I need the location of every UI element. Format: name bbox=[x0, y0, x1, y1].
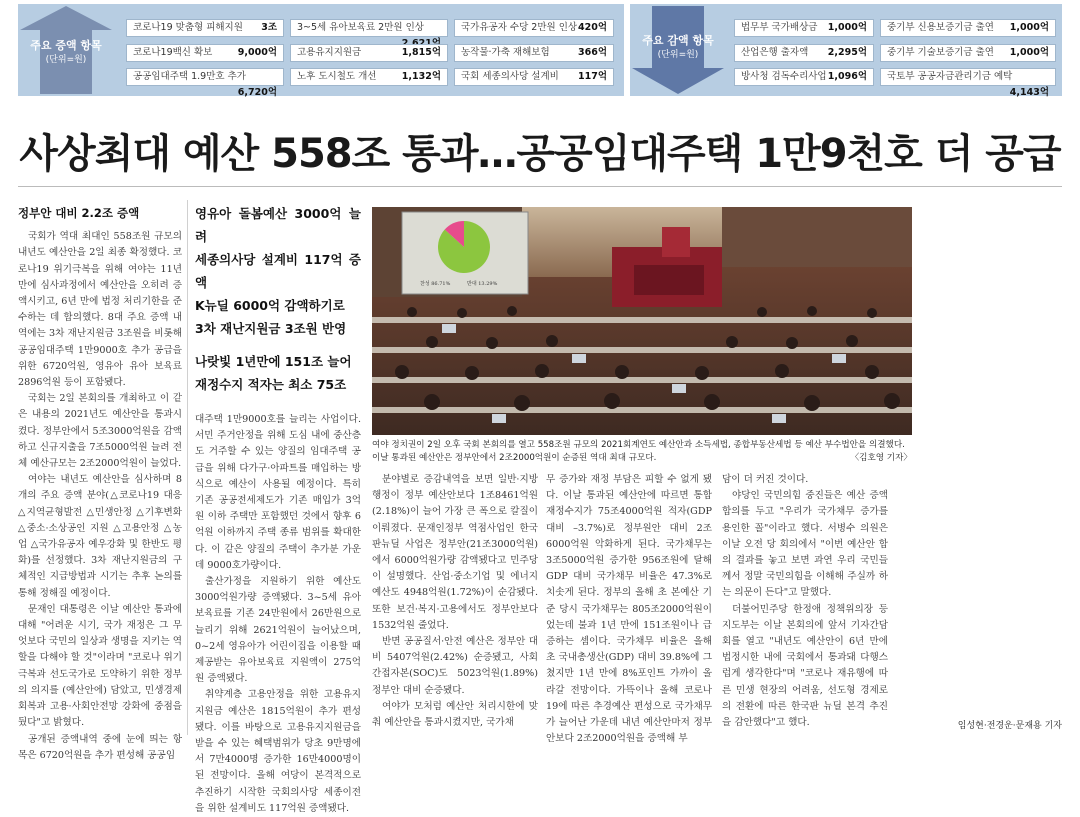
paragraph: 더불어민주당 한정애 정책위의장 등 지도부는 이날 본회의에 앞서 기자간담회를 열고 "내년도 예산안이 6년 만에 법정시한 내에 국회에서 통과돼 다행스럽게 생각한다"며 "코로나 재유행에 따른 민생 현장의 어려움, 선도형 경제로의 전환에 따른 한국판 뉴딜 본격 추진을 감안했다"고 했다. bbox=[722, 603, 888, 729]
article-column-3 bbox=[372, 472, 538, 731]
vote-pie bbox=[438, 221, 490, 273]
article-column-2 bbox=[195, 202, 361, 817]
paragraph: 여야는 내년도 예산안을 심사하며 8개의 주요 증액 분야(△코로나19 대응 △지역균형발전 △민생안정 △기후변화 △중소·소상공인 지원 △고용안정 △농업 △국가유공자 예우강화 및 한반도 평화)를 선정했다. 3차 재난지원금의 구체적인 지급방법과 시기는 추후 논의를 통해 정해질 예정이다. bbox=[18, 474, 182, 599]
increase-item: 코로나19백신 확보 9,000억 bbox=[126, 44, 284, 62]
paragraph: 취약계층 고용안정을 위한 고용유지 지원금 예산은 1815억원이 추가 편성됐다. 이를 바탕으로 고용유지지원금을 받을 수 있는 혜택범위가 당초 9만명에서 7만4000명 증가한 16만4000명이 된 전망이다. 올해 여당이 본격적으로 추진하기 시작한 국회의사당 세종이전을 위한 설계비도 117억원 증액됐다. bbox=[195, 689, 361, 814]
paragraph: 국회가 역대 최대인 558조원 규모의 내년도 예산안을 2일 최종 확정했다. 코로나19 위기극복을 위해 여야는 11년 만에 심사과정에서 예산안을 오히려 증액시키고, 6년 만에 법정 처리기한을 준수하는 데 합의했다. 8대 주요 증액 내역에는 3차 재난지원금 3조원을 비롯해 공공임대주택 1만9000호 추가 공급을 위한 6720억원, 영유아 유아 보육료 2896억원 등이 포함됐다. bbox=[18, 231, 182, 389]
paragraph: 야당인 국민의힘 중진들은 예산 증액 합의를 두고 "우리가 국가채무 증가를 용인한 꼴"이라고 했다. 서병수 의원은 이날 오전 당 회의에서 "이번 예산안 합의 결과를 놓고 보면 과연 우리 국민들께서 정말 국민의힘을 이해해 주실까 하는 의문이 든다"고 말했다. bbox=[722, 490, 888, 599]
paragraph: 출산가정을 지원하기 위한 예산도 3000억원가량 증액됐다. 3~5세 유아 보육료를 기존 24만원에서 26만원으로 늘리기 위해 2621억원이 늘어났으며, 0~2세 영유아가 어린이집을 이용할 때 제공받는 유아보육료 지원액이 275억원 증액됐다. bbox=[195, 576, 361, 685]
photo-caption bbox=[372, 439, 912, 465]
deck-line: 세종의사당 설계비 117억 증액 bbox=[195, 252, 361, 290]
paragraph: 담이 더 커진 것이다. bbox=[722, 474, 809, 485]
column-divider bbox=[187, 200, 188, 735]
increase-unit: (단위=원) bbox=[45, 55, 87, 65]
decrease-title: 주요 감액 항목 bbox=[642, 34, 714, 47]
deck-line: 나랏빛 1년만에 151조 늘어 bbox=[195, 354, 352, 369]
increase-panel bbox=[18, 4, 624, 96]
increase-item: 3~5세 유아보육료 2만원 인상 bbox=[290, 19, 448, 37]
decrease-item: 방사청 검독수리사업 1,096억 bbox=[734, 68, 874, 86]
deck-line: K뉴딜 6000억 감액하기로 bbox=[195, 298, 345, 313]
paragraph: 무 증가와 재정 부담은 피할 수 없게 됐다. 이날 통과된 예산안에 따르면 통합재정수지가 75조4000억원 적자(GDP 대비 –3.7%)로 정부원안 대비 2조6000억원 악화하게 된다. 국가채무는 3조5000억원 증가한 956조원에 달해 GDP 대비 국가채무 비율은 47.3%로 치솟게 된다. 정부의 올해 초 본예산 기준 당시 국가채무는 805조2000억원이었는데 불과 1년 만에 151조원이나 급증하는 셈이다. 국가채무 비율은 올해 초 국내총생산(GDP) 대비 39.8%에 그쳤지만 1년 만에 8%포인트 가까이 올라갈 전망이다. 가뜩이나 올해 코로나19에 따른 추경예산 편성으로 국가채무가 늘어난 가운데 내년 예산안마저 정부안보다 2조2000억원을 증액해 부 bbox=[546, 474, 712, 745]
increase-item: 국회 세종의사당 설계비 117억 bbox=[454, 68, 614, 86]
paragraph: 공개된 증액내역 중에 눈에 띄는 항목은 6720억원을 추가 편성해 공공임 bbox=[18, 733, 182, 761]
increase-item: 고용유지지원금 1,815억 bbox=[290, 44, 448, 62]
paragraph: 분야별로 증감내역을 보면 일반·지방행정이 정부 예산안보다 1조8461억원(2.18%)이 늘어 가장 큰 폭으로 칼질이 이뤄졌다. 문재인정부 역점사업인 한국판뉴딜 사업은 정부안(21조3000억원)에서 6000억원가량 감액됐다고 민주당이 설명했다. 산업·중소기업 및 에너지 예산도 4948억원(1.72%)이 순감됐다. 또한 보건·복지·고용에서도 정부안보다 1532억원 줄었다. bbox=[372, 474, 538, 631]
article-column-5 bbox=[722, 472, 888, 731]
decrease-badge bbox=[630, 4, 726, 96]
increase-item: 공공임대주택 1.9만호 추가 6,720억 bbox=[126, 68, 284, 86]
budget-infographic bbox=[0, 0, 1080, 100]
decrease-item: 중기부 신용보증기금 출연 1,000억 bbox=[880, 19, 1056, 37]
increase-item: 농작물·가축 재해보험 366억 bbox=[454, 44, 614, 62]
decrease-item: 산업은행 출자액 2,295억 bbox=[734, 44, 874, 62]
vote-legend-no: 반대 13.29% bbox=[467, 281, 498, 287]
decrease-item: 중기부 기술보증기금 출연 1,000억 bbox=[880, 44, 1056, 62]
increase-badge bbox=[18, 4, 114, 96]
increase-title: 주요 증액 항목 bbox=[30, 39, 102, 52]
paragraph: 대주택 1만9000호를 늘리는 사업이다. 서민 주거안정을 위해 도심 내에 중산층도 거주할 수 있는 양질의 임대주택 공급을 위해 다가구·아파트를 매입하는 방식으로 예산이 사용될 예정이다. 특히 기존 공공전세제도가 기존 매입가 3억원 이하 주택만 포함했던 것에서 향후 6억원 이하까지 주택 종류 범위를 확대한다. 이 같은 양질의 주택이 추가분 가운데 9000호가량이다. bbox=[195, 414, 361, 571]
deck-line: 재정수지 적자는 최소 75조 bbox=[195, 377, 347, 392]
increase-item: 노후 도시철도 개선 1,132억 bbox=[290, 68, 448, 86]
decrease-item: 법무부 국가배상금 1,000억 bbox=[734, 19, 874, 37]
decrease-panel bbox=[630, 4, 1062, 96]
headline-divider bbox=[18, 186, 1062, 187]
decrease-unit: (단위=원) bbox=[657, 50, 699, 60]
decrease-item: 국토부 공공자금관리기금 예탁 4,143억 bbox=[880, 68, 1056, 86]
headline: 사상최대 예산 558조 통과…공공임대주택 1만9천호 더 공급 bbox=[19, 131, 1061, 177]
article-column-4 bbox=[546, 472, 712, 747]
photo-credit: 〈김호영 기자〉 bbox=[850, 453, 912, 463]
subhead: 정부안 대비 2.2조 증액 bbox=[18, 206, 140, 220]
paragraph: 문재인 대통령은 이날 예산안 통과에 대해 "어려운 시기, 국가 재정은 그 무엇보다 국민의 일상과 생명을 지키는 역할을 다해야 할 것"이라며 "코로나 위기극복과 선도국가로 도약하기 위한 정부의 의지를 (예산안에) 담았고, 민생경제 회복과 고용·사회안전망 강화에 중점을 뒀다"고 밝혔다. bbox=[18, 603, 182, 729]
increase-item: 국가유공자 수당 2만원 인상 420억 bbox=[454, 19, 614, 37]
paragraph: 반면 공공질서·안전 예산은 정부안 대비 5407억원(2.42%) 순증됐고, 사회간접자본(SOC)도 5023억원(1.89%) 정부안 대비 순증됐다. bbox=[372, 636, 538, 696]
national-assembly-chamber-image bbox=[372, 207, 912, 435]
byline: 임성현·전경운·문재용 기자 bbox=[957, 721, 1062, 731]
caption-text: 여야 정치권이 2일 오후 국회 본회의를 열고 558조원 규모의 2021회계연도 예산안과 소득세법, 종합부동산세법 등 예산 부수법안을 의결했다. 이날 통과된 예산안은 정부안에서 2조2000억원이 순증된 역대 최대 규모다. bbox=[372, 440, 905, 463]
vote-legend-yes: 찬성 86.71% bbox=[420, 281, 451, 287]
article-column-1 bbox=[18, 205, 182, 764]
deck-line: 영유아 돌봄예산 3000억 늘려 bbox=[195, 206, 361, 244]
increase-item: 코로나19 맞춤형 피해지원 3조 bbox=[126, 19, 284, 37]
deck bbox=[195, 202, 361, 396]
paragraph: 여야가 모처럼 예산안 처리시한에 맞춰 예산안을 통과시켰지만, 국가채 bbox=[372, 700, 538, 729]
paragraph: 국회는 2일 본회의를 개최하고 이 같은 내용의 2021년도 예산안을 통과시켰다. 정부안에서 5조3000억원을 감액하고 신규지출을 7조5000억원 늘려 전체 예산규모는 2조2000억원이 늘었다. bbox=[18, 393, 182, 470]
assembly-photo bbox=[372, 207, 912, 435]
deck-line: 3차 재난지원금 3조원 반영 bbox=[195, 321, 347, 336]
